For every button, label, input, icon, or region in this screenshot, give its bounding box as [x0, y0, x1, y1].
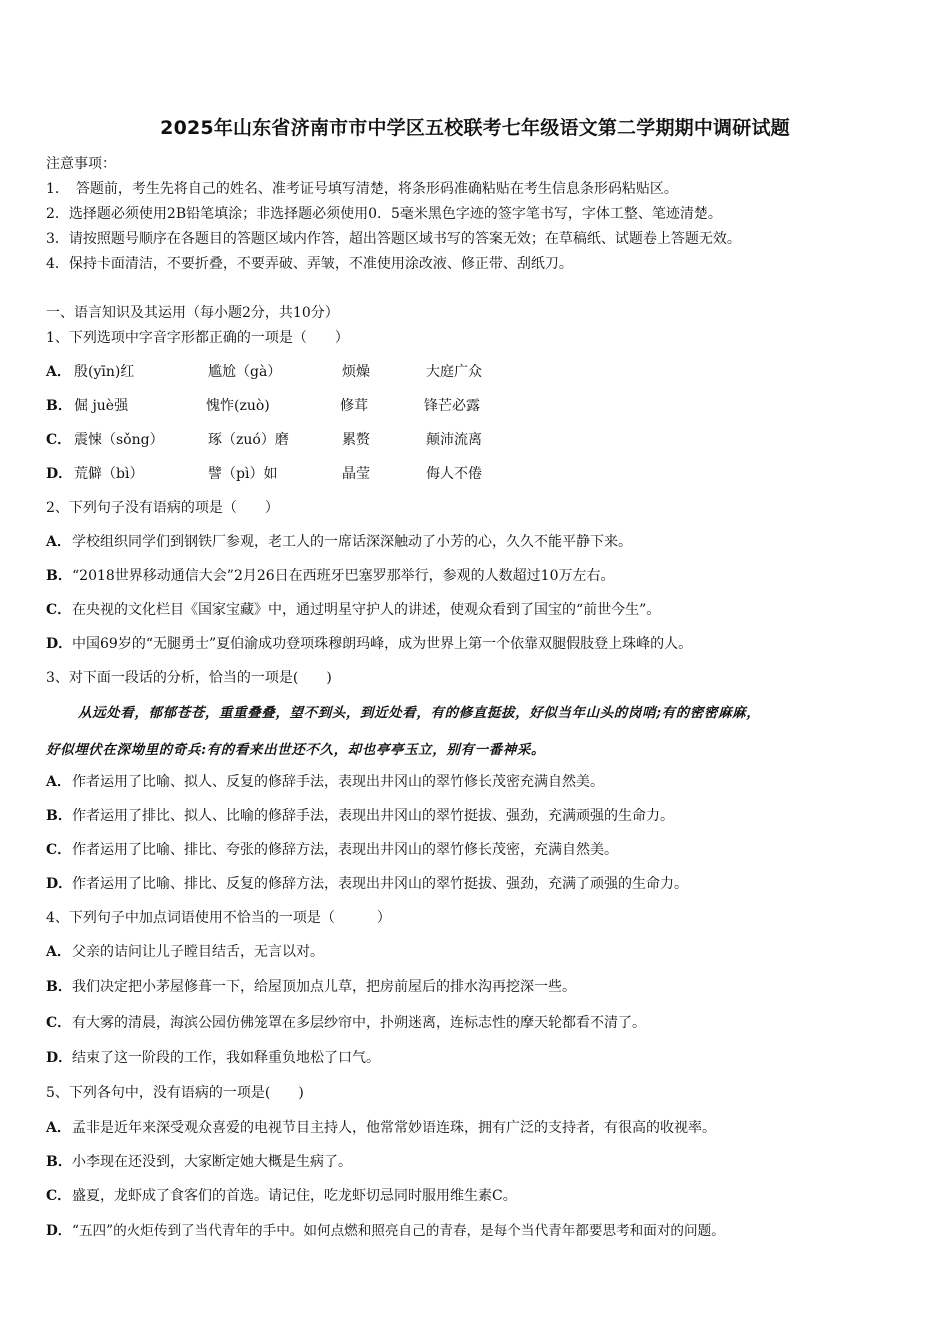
option-letter: A．	[46, 944, 71, 960]
notice-item-2: 2．选择题必须使用2B铅笔填涂；非选择题必须使用0．5毫米黑色字迹的签字笔书写，字体工整、笔迹清楚。	[46, 206, 722, 222]
q5-option-d	[46, 1219, 725, 1239]
option-text: 作者运用了比喻、排比、夸张的修辞方法，表现出井冈山的翠竹修长茂密，充满自然美。	[72, 842, 618, 858]
q3-option-b	[46, 805, 674, 825]
option-letter: B．	[46, 979, 72, 995]
option-cell: 倔 juè强	[74, 398, 129, 414]
q4-option-a	[46, 941, 324, 961]
option-text: 孟非是近年来深受观众喜爱的电视节目主持人，他常常妙语连珠，拥有广泛的支持者，有很高的收视率。	[72, 1120, 716, 1136]
q3-passage-line-2: 好似埋伏在深坳里的奇兵:有的看来出世还不久，却也亭亭玉立，别有一番神采。	[46, 742, 546, 758]
option-text: 有大雾的清晨，海滨公园仿佛笼罩在多层纱帘中，扑朔迷离，连标志性的摩天轮都看不清了。	[72, 1015, 646, 1031]
option-cell: 殷(yīn)红	[74, 364, 135, 380]
option-text: 学校组织同学们到钢铁厂参观，老工人的一席话深深触动了小芳的心，久久不能平静下来。	[72, 534, 632, 550]
option-letter: C．	[46, 1015, 72, 1031]
option-text: 中国69岁的“无腿勇士”夏伯渝成功登项珠穆朗玛峰，成为世界上第一个依靠双腿假肢登上珠峰的人。	[72, 636, 693, 652]
question-5-stem: 5、下列各句中，没有语病的一项是( )	[46, 1085, 304, 1101]
option-letter: D．	[46, 1050, 73, 1066]
option-letter: A．	[46, 364, 71, 380]
option-letter: C．	[46, 602, 72, 618]
q4-option-c	[46, 1012, 646, 1032]
option-cell: 锋芒必露	[424, 398, 480, 414]
option-cell: 譬（pì）如	[208, 466, 278, 482]
q1-option-c	[46, 429, 566, 449]
option-letter: A．	[46, 1120, 71, 1136]
question-4-stem: 4、下列句子中加点词语使用不恰当的一项是（ ）	[46, 910, 391, 926]
q4-option-b	[46, 976, 576, 996]
option-text: 父亲的诘问让儿子瞠目结舌，无言以对。	[72, 944, 324, 960]
question-3-stem: 3、对下面一段话的分析，恰当的一项是( )	[46, 670, 332, 686]
option-letter: C．	[46, 842, 72, 858]
q1-option-b	[46, 395, 566, 415]
q3-option-a	[46, 771, 604, 791]
q2-option-a	[46, 531, 632, 551]
option-text: 盛夏，龙虾成了食客们的首选。请记住，吃龙虾切忌同时服用维生素C。	[72, 1188, 517, 1204]
option-cell: 荒僻（bì）	[74, 466, 144, 482]
option-cell: 晶莹	[342, 466, 370, 482]
option-letter: A．	[46, 774, 71, 790]
option-text: 小李现在还没到，大家断定她大概是生病了。	[72, 1154, 352, 1170]
option-letter: C．	[46, 1188, 72, 1204]
notice-item-4: 4．保持卡面清洁，不要折叠，不要弄破、弄皱，不准使用涂改液、修正带、刮纸刀。	[46, 256, 573, 272]
q4-option-d	[46, 1047, 380, 1067]
q3-option-d	[46, 873, 688, 893]
q5-option-c	[46, 1185, 517, 1205]
option-letter: D．	[46, 636, 73, 652]
notice-item-3: 3．请按照题号顺序在各题目的答题区域内作答，超出答题区域书写的答案无效；在草稿纸、试题卷上答题无效。	[46, 231, 741, 247]
q2-option-b	[46, 565, 614, 585]
q3-option-c	[46, 839, 618, 859]
option-text: 作者运用了比喻、排比、反复的修辞方法，表现出井冈山的翠竹挺拔、强劲，充满了顽强的生命力。	[72, 876, 688, 892]
option-letter: D．	[46, 466, 73, 482]
option-cell: 震悚（sǒng）	[74, 432, 164, 448]
question-1-stem: 1、下列选项中字音字形都正确的一项是（ ）	[46, 330, 349, 346]
option-text: 结束了这一阶段的工作，我如释重负地松了口气。	[72, 1050, 380, 1066]
q5-option-b	[46, 1151, 352, 1171]
q2-option-d	[46, 633, 692, 653]
option-letter: D．	[46, 1223, 72, 1239]
q1-option-a	[46, 361, 566, 381]
option-text: “2018世界移动通信大会”2月26日在西班牙巴塞罗那举行，参观的人数超过10万左右。	[72, 568, 615, 584]
q2-option-c	[46, 599, 660, 619]
option-letter: B．	[46, 398, 72, 414]
option-cell: 愧怍(zuò)	[206, 398, 270, 414]
option-text: 我们决定把小茅屋修葺一下，给屋顶加点儿草，把房前屋后的排水沟再挖深一些。	[72, 979, 576, 995]
option-cell: 颠沛流离	[426, 432, 482, 448]
option-text: 作者运用了排比、拟人、比喻的修辞手法，表现出井冈山的翠竹挺拔、强劲，充满顽强的生命力。	[72, 808, 674, 824]
option-text: 作者运用了比喻、拟人、反复的修辞手法，表现出井冈山的翠竹修长茂密充满自然美。	[72, 774, 604, 790]
q5-option-a	[46, 1117, 716, 1137]
option-text: “五四”的火炬传到了当代青年的手中。如何点燃和照亮自己的青春，是每个当代青年都要思考和面对的问题。	[72, 1223, 725, 1239]
option-letter: B．	[46, 568, 72, 584]
option-letter: B．	[46, 808, 72, 824]
option-cell: 修茸	[340, 398, 368, 414]
option-letter: C．	[46, 432, 72, 448]
section-heading: 一、语言知识及其运用（每小题2分，共10分）	[46, 305, 339, 321]
q3-passage-line-1: 从远处看，郁郁苍苍，重重叠叠，望不到头，到近处看，有的修直挺拔，好似当年山头的岗哨;有的密密麻麻，	[78, 705, 761, 721]
option-cell: 侮人不倦	[426, 466, 482, 482]
option-letter: B．	[46, 1154, 72, 1170]
option-cell: 烦燥	[342, 364, 370, 380]
option-letter: D．	[46, 876, 73, 892]
option-cell: 尴尬（gà）	[208, 364, 282, 380]
option-cell: 大庭广众	[426, 364, 482, 380]
notice-heading: 注意事项：	[46, 156, 116, 172]
page-title: 2025年山东省济南市市中学区五校联考七年级语文第二学期期中调研试题	[160, 117, 790, 139]
notice-item-1: 1． 答题前，考生先将自己的姓名、准考证号填写清楚，将条形码准确粘贴在考生信息条形码粘贴区。	[46, 181, 678, 197]
q1-option-d	[46, 463, 566, 483]
question-2-stem: 2、下列句子没有语病的项是（ ）	[46, 500, 279, 516]
option-text: 在央视的文化栏目《国家宝藏》中，通过明星守护人的讲述，使观众看到了国宝的“前世今生”。	[72, 602, 661, 618]
option-cell: 累赘	[342, 432, 370, 448]
option-letter: A．	[46, 534, 71, 550]
option-cell: 琢（zuó）磨	[208, 432, 289, 448]
